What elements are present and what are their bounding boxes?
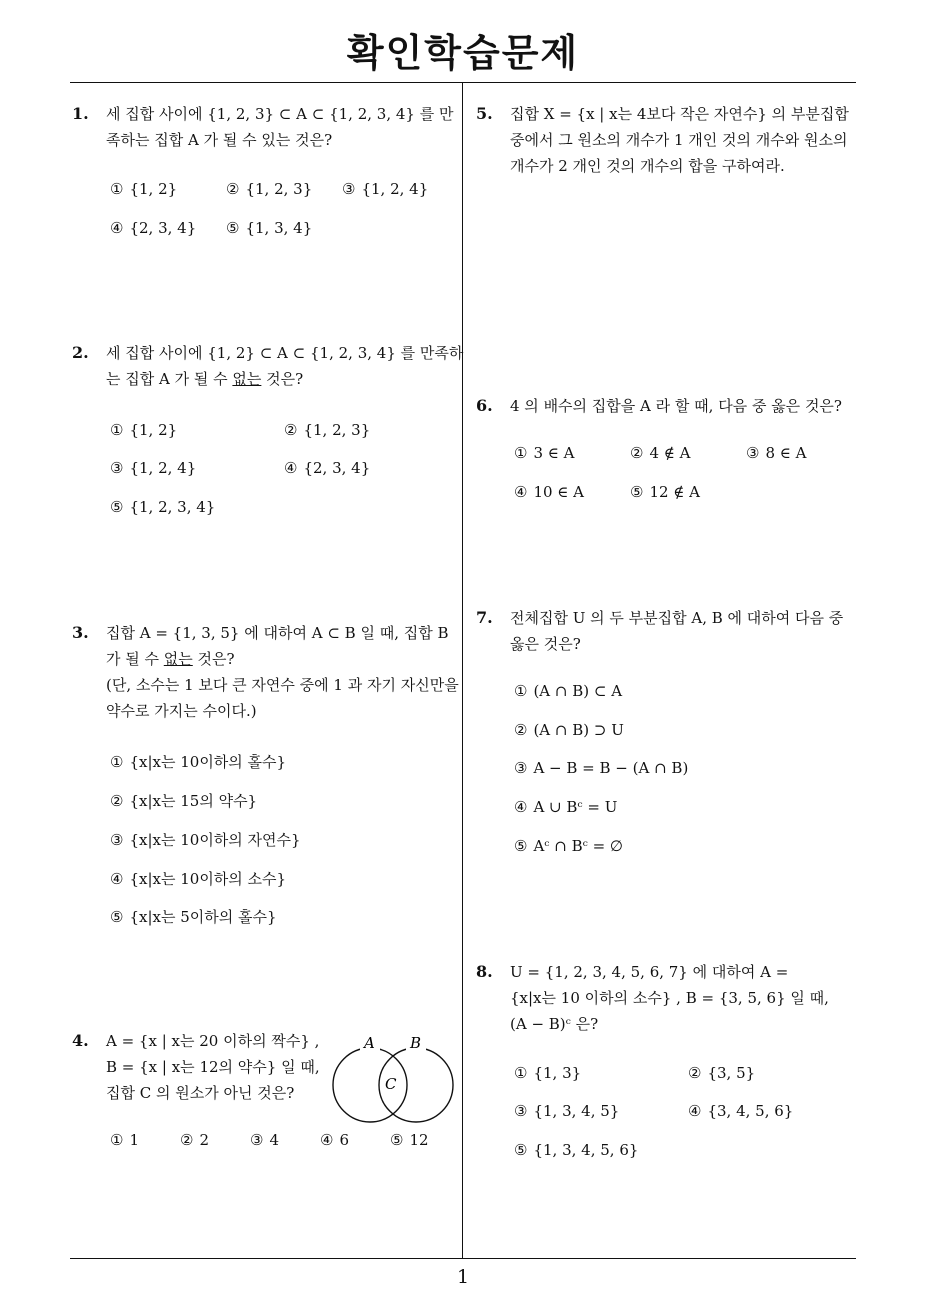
option-1[interactable]: ① 1 bbox=[110, 1131, 139, 1149]
bottom-rule bbox=[70, 1258, 856, 1259]
question-line: 세 집합 사이에 {1, 2} ⊂ A ⊂ {1, 2, 3, 4} 를 만족하 bbox=[106, 344, 464, 362]
question-number: 7. bbox=[476, 608, 493, 627]
option-5[interactable]: ⑤ {1, 3, 4} bbox=[226, 219, 313, 237]
question-line: 집합 X = {x | x는 4보다 작은 자연수} 의 부분집합 bbox=[510, 105, 849, 123]
question-line: (단, 소수는 1 보다 큰 자연수 중에 1 과 자기 자신만을 bbox=[106, 676, 459, 694]
question-number: 8. bbox=[476, 962, 493, 981]
column-divider bbox=[462, 83, 463, 1259]
question-number: 4. bbox=[72, 1031, 89, 1050]
option-4[interactable]: ④ {3, 4, 5, 6} bbox=[688, 1102, 794, 1120]
option-5[interactable]: ⑤ {x|x는 5이하의 홀수} bbox=[110, 908, 277, 926]
option-2[interactable]: ② {x|x는 15의 약수} bbox=[110, 792, 258, 810]
venn-diagram bbox=[320, 1030, 460, 1126]
option-4[interactable]: ④ {2, 3, 4} bbox=[284, 459, 371, 477]
option-2[interactable]: ② {1, 2, 3} bbox=[284, 421, 371, 439]
question-line: B = {x | x는 12의 약수} 일 때, bbox=[106, 1058, 320, 1076]
option-2[interactable]: ② 4 ∉ A bbox=[630, 444, 691, 462]
option-1[interactable]: ① 3 ∈ A bbox=[514, 444, 575, 462]
venn-label-a: A bbox=[364, 1034, 375, 1052]
option-4[interactable]: ④ {x|x는 10이하의 소수} bbox=[110, 870, 287, 888]
question-number: 2. bbox=[72, 343, 89, 362]
question-text bbox=[510, 605, 843, 657]
venn-label-b: B bbox=[410, 1034, 422, 1052]
option-3[interactable]: ③ {1, 3, 4, 5} bbox=[514, 1102, 620, 1120]
option-4[interactable]: ④ 6 bbox=[320, 1131, 349, 1149]
option-4[interactable]: ④ 10 ∈ A bbox=[514, 483, 585, 501]
question-text bbox=[106, 340, 463, 392]
venn-label-c: C bbox=[385, 1075, 397, 1093]
top-rule bbox=[70, 82, 856, 83]
option-3[interactable]: ③ {1, 2, 4} bbox=[110, 459, 197, 477]
option-2[interactable]: ② {3, 5} bbox=[688, 1064, 756, 1082]
option-5[interactable]: ⑤ 12 bbox=[390, 1131, 429, 1149]
option-3[interactable]: ③ 4 bbox=[250, 1131, 279, 1149]
option-2[interactable]: ② {1, 2, 3} bbox=[226, 180, 313, 198]
question-line: A = {x | x는 20 이하의 짝수} , bbox=[106, 1032, 320, 1050]
question-line: 세 집합 사이에 {1, 2, 3} ⊂ A ⊂ {1, 2, 3, 4} 를 만 bbox=[106, 105, 454, 123]
question-line: U = {1, 2, 3, 4, 5, 6, 7} 에 대하여 A = bbox=[510, 963, 789, 981]
question-line: 가 될 수 없는 것은? bbox=[106, 650, 235, 668]
page-title: 확인학습문제 bbox=[346, 31, 580, 75]
option-1[interactable]: ① {1, 2} bbox=[110, 421, 178, 439]
option-2[interactable]: ② 2 bbox=[180, 1131, 209, 1149]
question-number: 1. bbox=[72, 104, 89, 123]
option-3[interactable]: ③ 8 ∈ A bbox=[746, 444, 807, 462]
option-3[interactable]: ③ {x|x는 10이하의 자연수} bbox=[110, 831, 301, 849]
question-line: 옳은 것은? bbox=[510, 635, 581, 653]
question-line: 약수로 가지는 수이다.) bbox=[106, 702, 257, 720]
option-5[interactable]: ⑤ 12 ∉ A bbox=[630, 483, 701, 501]
option-3[interactable]: ③ {1, 2, 4} bbox=[342, 180, 429, 198]
question-number: 5. bbox=[476, 104, 493, 123]
question-text bbox=[106, 101, 453, 153]
option-4[interactable]: ④ A ∪ Bᶜ = U bbox=[514, 798, 618, 816]
question-line: 중에서 그 원소의 개수가 1 개인 것의 개수와 원소의 bbox=[510, 131, 848, 149]
question-text bbox=[106, 1028, 320, 1106]
question-text bbox=[510, 101, 849, 179]
question-text bbox=[510, 393, 842, 419]
question-number: 6. bbox=[476, 396, 493, 415]
question-line: 4 의 배수의 집합을 A 라 할 때, 다음 중 옳은 것은? bbox=[510, 397, 842, 415]
question-line: 족하는 집합 A 가 될 수 있는 것은? bbox=[106, 131, 333, 149]
question-line: 집합 A = {1, 3, 5} 에 대하여 A ⊂ B 일 때, 집합 B bbox=[106, 624, 449, 642]
question-line: 전체집합 U 의 두 부분집합 A, B 에 대하여 다음 중 bbox=[510, 609, 844, 627]
option-4[interactable]: ④ {2, 3, 4} bbox=[110, 219, 197, 237]
question-line: (A − B)ᶜ 은? bbox=[510, 1015, 599, 1033]
question-line: {x|x는 10 이하의 소수} , B = {3, 5, 6} 일 때, bbox=[510, 989, 829, 1007]
question-line: 개수가 2 개인 것의 개수의 합을 구하여라. bbox=[510, 157, 785, 175]
option-1[interactable]: ① (A ∩ B) ⊂ A bbox=[514, 682, 623, 700]
option-2[interactable]: ② (A ∩ B) ⊃ U bbox=[514, 721, 624, 739]
question-line: 는 집합 A 가 될 수 없는 것은? bbox=[106, 370, 304, 388]
page-number: 1 bbox=[456, 1266, 470, 1288]
option-5[interactable]: ⑤ {1, 3, 4, 5, 6} bbox=[514, 1141, 639, 1159]
question-text bbox=[510, 959, 829, 1037]
option-1[interactable]: ① {1, 2} bbox=[110, 180, 178, 198]
option-5[interactable]: ⑤ {1, 2, 3, 4} bbox=[110, 498, 216, 516]
option-5[interactable]: ⑤ Aᶜ ∩ Bᶜ = ∅ bbox=[514, 837, 623, 855]
question-line: 집합 C 의 원소가 아닌 것은? bbox=[106, 1084, 295, 1102]
option-3[interactable]: ③ A − B = B − (A ∩ B) bbox=[514, 759, 689, 777]
question-text bbox=[106, 620, 459, 724]
option-1[interactable]: ① {1, 3} bbox=[514, 1064, 582, 1082]
question-number: 3. bbox=[72, 623, 89, 642]
option-1[interactable]: ① {x|x는 10이하의 홀수} bbox=[110, 753, 287, 771]
